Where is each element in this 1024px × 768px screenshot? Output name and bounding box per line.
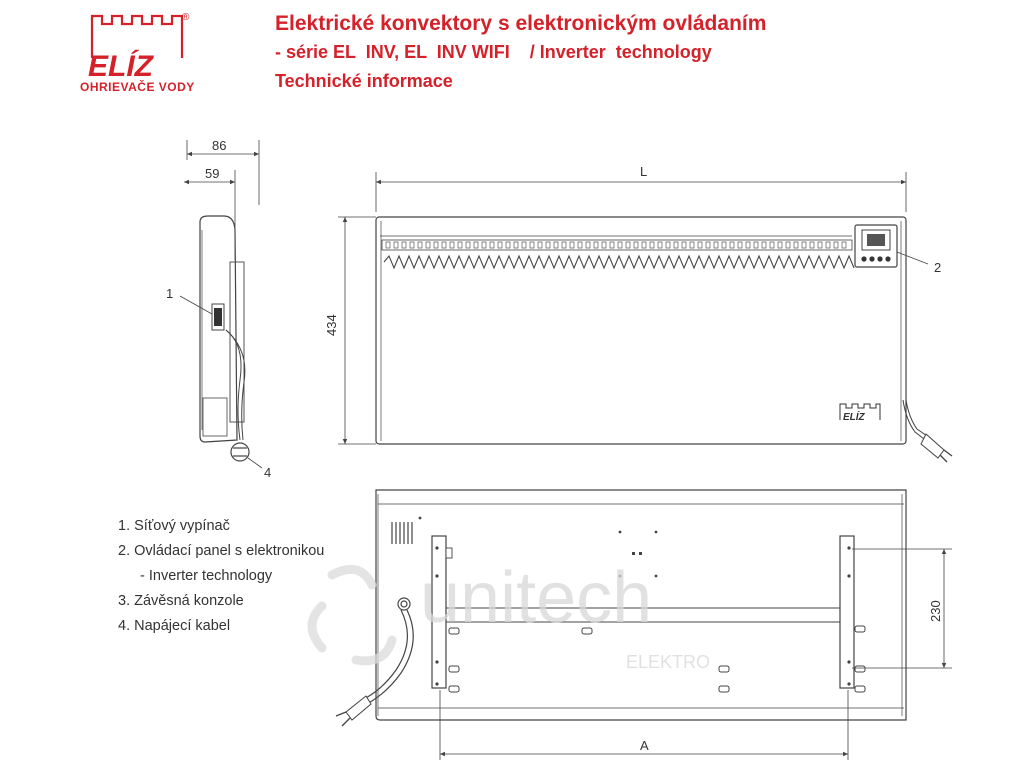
dim-height: 434: [324, 314, 339, 336]
watermark-sub: ELEKTRO: [626, 652, 711, 672]
registered-mark: ®: [182, 12, 190, 23]
logo-wordmark: ELÍZ: [88, 50, 153, 83]
callout-cable: 4: [264, 465, 272, 480]
callout-panel: 2: [934, 260, 942, 275]
watermark-name: unitech: [420, 558, 653, 638]
dim-length: L: [640, 164, 648, 179]
dim-bracket-distance: A: [640, 738, 649, 753]
legend-item: 3. Závěsná konzole: [118, 593, 244, 609]
dim-depth-body: 59: [205, 166, 220, 181]
callout-switch: 1: [166, 286, 174, 301]
legend-item: 1. Síťový vypínač: [118, 518, 230, 534]
side-view: [180, 140, 262, 468]
logo-tagline: OHRIEVAČE VODY: [80, 80, 195, 94]
section-title: Technické informace: [275, 71, 453, 91]
watermark: [312, 558, 710, 672]
series-subtitle: - série EL INV, EL INV WIFI / Inverter technology: [275, 42, 712, 62]
dim-bracket-spacing: 230: [928, 600, 943, 622]
front-logo: ELÍZ: [843, 412, 865, 423]
legend-item: 4. Napájecí kabel: [118, 618, 231, 634]
dim-depth-total: 86: [212, 138, 227, 153]
page-title: Elektrické konvektory s elektronickým ovládaním: [275, 12, 767, 35]
legend-item: 2. Ovládací panel s elektronikou: [118, 543, 325, 559]
legend: [118, 514, 324, 639]
legend-item-sub: - Inverter technology: [140, 568, 273, 584]
